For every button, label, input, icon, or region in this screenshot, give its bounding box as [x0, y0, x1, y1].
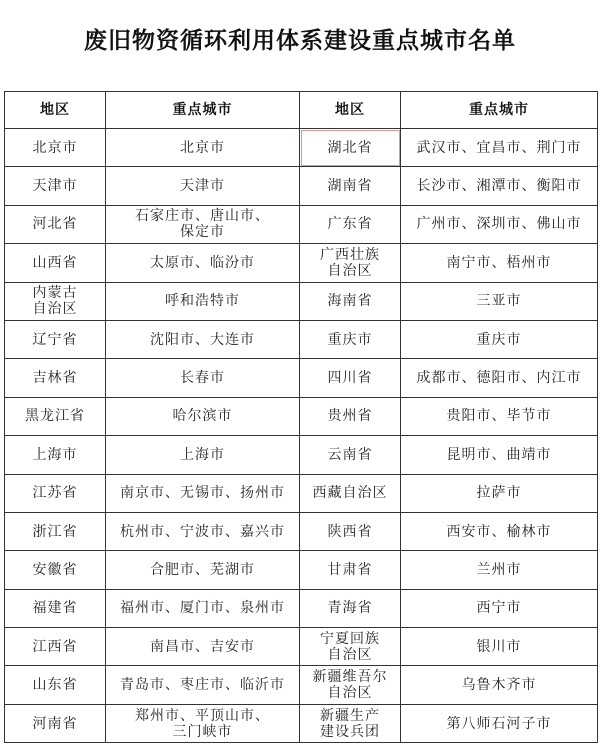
region-cell: 福建省: [5, 589, 106, 627]
table-row: [5, 359, 598, 397]
cities-cell: 广州市、深圳市、佛山市: [401, 205, 598, 243]
cities-cell: 南昌市、吉安市: [106, 628, 300, 666]
region-cell: 吉林省: [5, 359, 106, 397]
cities-cell: 哈尔滨市: [106, 397, 300, 435]
header-region: 地区: [300, 92, 401, 129]
table-row: [5, 205, 598, 243]
table-row: [5, 512, 598, 550]
cities-table: [4, 91, 598, 743]
table-row: [5, 436, 598, 474]
region-cell: 四川省: [300, 359, 401, 397]
region-cell: 青海省: [300, 589, 401, 627]
cities-cell: 三亚市: [401, 282, 598, 320]
region-cell: 宁夏回族 自治区: [300, 628, 401, 666]
header-key-cities: 重点城市: [106, 92, 300, 129]
table-row: [5, 628, 598, 666]
region-cell: 重庆市: [300, 320, 401, 358]
header-region: 地区: [5, 92, 106, 129]
table-row: [5, 704, 598, 742]
cities-cell: 武汉市、宜昌市、荆门市: [401, 129, 598, 167]
cities-cell: 福州市、厦门市、泉州市: [106, 589, 300, 627]
region-cell: 山东省: [5, 666, 106, 704]
region-cell: 河南省: [5, 704, 106, 742]
region-cell: 黑龙江省: [5, 397, 106, 435]
cities-cell: 沈阳市、大连市: [106, 320, 300, 358]
region-cell: 甘肃省: [300, 551, 401, 589]
cities-cell: 银川市: [401, 628, 598, 666]
region-cell: 湖北省: [300, 129, 401, 167]
cities-cell: 兰州市: [401, 551, 598, 589]
region-cell: 江西省: [5, 628, 106, 666]
cities-cell: 长春市: [106, 359, 300, 397]
cities-cell: 南宁市、梧州市: [401, 244, 598, 282]
region-cell: 新疆生产 建设兵团: [300, 704, 401, 742]
table-body: [5, 129, 598, 743]
region-cell: 天津市: [5, 167, 106, 205]
cities-cell: 石家庄市、唐山市、 保定市: [106, 205, 300, 243]
cities-cell: 呼和浩特市: [106, 282, 300, 320]
table-row: [5, 551, 598, 589]
table-row: [5, 397, 598, 435]
cities-cell: 乌鲁木齐市: [401, 666, 598, 704]
region-cell: 西藏自治区: [300, 474, 401, 512]
cities-cell: 杭州市、宁波市、嘉兴市: [106, 512, 300, 550]
cities-cell: 合肥市、芜湖市: [106, 551, 300, 589]
region-cell: 浙江省: [5, 512, 106, 550]
region-cell: 上海市: [5, 436, 106, 474]
region-cell: 陕西省: [300, 512, 401, 550]
region-cell: 新疆维吾尔 自治区: [300, 666, 401, 704]
page-title: 废旧物资循环利用体系建设重点城市名单: [84, 28, 516, 54]
cities-cell: 青岛市、枣庄市、临沂市: [106, 666, 300, 704]
cities-cell: 贵阳市、毕节市: [401, 397, 598, 435]
cities-cell: 重庆市: [401, 320, 598, 358]
cities-cell: 天津市: [106, 167, 300, 205]
table-row: [5, 244, 598, 282]
table-header-row: [5, 92, 598, 129]
cities-cell: 拉萨市: [401, 474, 598, 512]
cities-cell: 北京市: [106, 129, 300, 167]
cities-cell: 昆明市、曲靖市: [401, 436, 598, 474]
region-cell: 内蒙古 自治区: [5, 282, 106, 320]
table-row: [5, 282, 598, 320]
table-row: [5, 167, 598, 205]
cities-cell: 第八师石河子市: [401, 704, 598, 742]
region-cell: 山西省: [5, 244, 106, 282]
cities-cell: 郑州市、平顶山市、 三门峡市: [106, 704, 300, 742]
region-cell: 河北省: [5, 205, 106, 243]
region-cell: 海南省: [300, 282, 401, 320]
region-cell: 江苏省: [5, 474, 106, 512]
table-row: [5, 666, 598, 704]
table-row: [5, 129, 598, 167]
region-cell: 湖南省: [300, 167, 401, 205]
table-row: [5, 589, 598, 627]
cities-cell: 长沙市、湘潭市、衡阳市: [401, 167, 598, 205]
cities-cell: 南京市、无锡市、扬州市: [106, 474, 300, 512]
header-key-cities: 重点城市: [401, 92, 598, 129]
table-row: [5, 320, 598, 358]
cities-cell: 西安市、榆林市: [401, 512, 598, 550]
region-cell: 云南省: [300, 436, 401, 474]
region-cell: 北京市: [5, 129, 106, 167]
region-cell: 广西壮族 自治区: [300, 244, 401, 282]
region-cell: 安徽省: [5, 551, 106, 589]
region-cell: 辽宁省: [5, 320, 106, 358]
cities-cell: 西宁市: [401, 589, 598, 627]
cities-cell: 太原市、临汾市: [106, 244, 300, 282]
cities-cell: 成都市、德阳市、内江市: [401, 359, 598, 397]
table-row: [5, 474, 598, 512]
region-cell: 广东省: [300, 205, 401, 243]
cities-cell: 上海市: [106, 436, 300, 474]
region-cell: 贵州省: [300, 397, 401, 435]
